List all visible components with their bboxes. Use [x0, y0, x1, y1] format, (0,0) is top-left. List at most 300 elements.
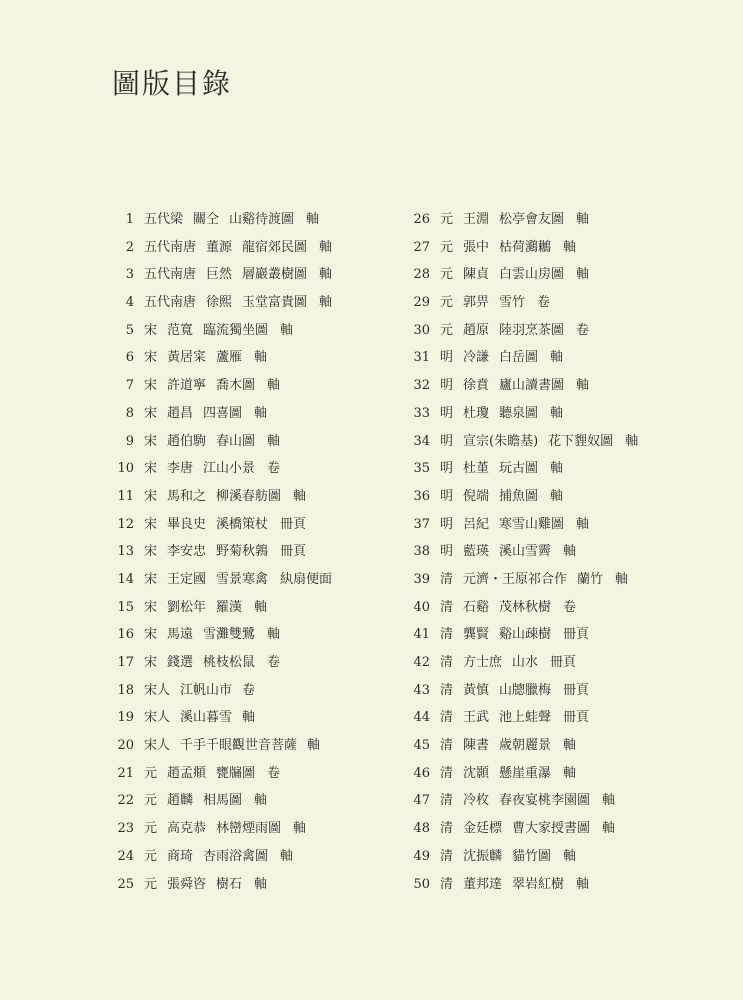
- plate-entry: [404, 428, 638, 456]
- plate-format: 冊頁: [563, 682, 590, 698]
- plate-format: 軸: [280, 322, 294, 338]
- plate-dynasty: 元: [440, 295, 454, 311]
- plate-entry: [108, 261, 332, 289]
- plate-title: 山水: [512, 655, 539, 670]
- plate-number: 8: [125, 405, 134, 421]
- plate-format: 軸: [615, 571, 629, 587]
- plate-number: 50: [413, 876, 430, 892]
- plate-title: 翠岩紅樹: [512, 876, 565, 892]
- plate-format: 卷: [267, 655, 281, 670]
- plate-artist: 徐熙: [206, 295, 233, 311]
- plate-entry: [404, 677, 638, 705]
- plate-title: 懸崖重瀑: [499, 765, 552, 781]
- plate-entry: [108, 677, 332, 705]
- plate-entry: [404, 455, 638, 483]
- plate-artist: 錢選: [167, 655, 194, 670]
- plate-format: 冊頁: [280, 544, 307, 560]
- plate-title: 柳溪春舫圖: [216, 488, 282, 504]
- plate-format: 卷: [576, 322, 590, 338]
- plate-format: 軸: [254, 350, 268, 366]
- plate-artist: 杜堇: [463, 461, 490, 477]
- plate-number: 33: [413, 405, 430, 421]
- plate-entry: [108, 455, 332, 483]
- plate-entry: [404, 787, 638, 815]
- plate-title: 廬山讀書圖: [499, 378, 565, 394]
- plate-entry: [108, 317, 332, 345]
- plate-number: 27: [413, 239, 430, 255]
- plate-dynasty: 宋: [144, 655, 158, 670]
- plate-entry: [108, 566, 332, 594]
- plate-dynasty: 宋: [144, 378, 158, 394]
- plate-entry: [108, 400, 332, 428]
- plate-format: 軸: [550, 488, 564, 504]
- plate-artist: 冷枚: [463, 793, 490, 809]
- plate-dynasty: 宋: [144, 516, 158, 532]
- plate-dynasty: 清: [440, 848, 454, 864]
- plate-dynasty: 宋: [144, 350, 158, 366]
- plate-number: 5: [125, 322, 134, 338]
- plate-dynasty: 清: [440, 571, 454, 587]
- plate-number: 1: [125, 212, 134, 227]
- plate-title: 溪山雪霽: [499, 544, 552, 560]
- plate-number: 16: [117, 627, 134, 643]
- plate-entry: [404, 621, 638, 649]
- plate-format: 軸: [267, 378, 281, 394]
- plate-number: 38: [413, 544, 430, 560]
- plate-dynasty: 宋: [144, 488, 158, 504]
- plate-artist: 商琦: [167, 848, 194, 864]
- plate-dynasty: 宋: [144, 627, 158, 643]
- plate-dynasty: 元: [144, 765, 158, 781]
- plate-dynasty: 清: [440, 599, 454, 615]
- plate-dynasty: 宋: [144, 433, 158, 449]
- plate-artist: 李安忠: [167, 544, 207, 560]
- plate-number: 26: [413, 212, 430, 227]
- plate-format: 軸: [576, 212, 590, 227]
- plate-dynasty: 明: [440, 378, 454, 394]
- plate-dynasty: 宋人: [144, 738, 171, 754]
- plate-entry: [108, 483, 332, 511]
- plate-dynasty: 明: [440, 350, 454, 366]
- plate-artist: 方士庶: [463, 655, 503, 670]
- plate-artist: 倪端: [463, 488, 490, 504]
- plate-dynasty: 明: [440, 405, 454, 421]
- plate-number: 36: [413, 488, 430, 504]
- plate-title: 臨流獨坐圖: [203, 322, 269, 338]
- plate-format: 卷: [537, 295, 551, 311]
- plate-number: 34: [413, 433, 430, 449]
- plate-artist: 黃慎: [463, 682, 490, 698]
- plate-title: 野菊秋鶉: [216, 544, 269, 560]
- plate-artist: 元濟・王原祁合作: [463, 571, 568, 587]
- plate-format: 軸: [267, 627, 281, 643]
- plate-artist: 龔賢: [463, 627, 490, 643]
- plate-number: 40: [413, 599, 430, 615]
- plate-number: 21: [117, 765, 134, 781]
- plate-entry: [108, 428, 332, 456]
- plate-title: 松亭會友圖: [499, 212, 565, 227]
- plate-title: 喬木圖: [216, 378, 256, 394]
- plate-entry: [404, 344, 638, 372]
- plate-dynasty: 宋: [144, 599, 158, 615]
- plate-format: 冊頁: [563, 710, 590, 726]
- plate-dynasty: 元: [144, 876, 158, 892]
- plate-entry: [404, 760, 638, 788]
- plate-artist: 董源: [206, 239, 233, 255]
- plate-format: 軸: [563, 848, 577, 864]
- plate-number: 14: [117, 571, 134, 587]
- plate-number: 35: [413, 461, 430, 477]
- plate-format: 軸: [293, 821, 307, 837]
- plate-number: 44: [413, 710, 430, 726]
- plate-artist: 宣宗(朱瞻基): [463, 433, 539, 449]
- plate-entry: [108, 511, 332, 539]
- plate-dynasty: 明: [440, 544, 454, 560]
- plate-dynasty: 五代南唐: [144, 239, 197, 255]
- plate-format: 軸: [550, 350, 564, 366]
- plate-entry: [108, 538, 332, 566]
- plate-title: 玩古圖: [499, 461, 539, 477]
- plate-artist: 金廷標: [463, 821, 503, 837]
- plate-entry: [404, 400, 638, 428]
- plate-number: 12: [117, 516, 134, 532]
- plate-entry: [108, 704, 332, 732]
- plate-title: 羅漢: [216, 599, 243, 615]
- plate-entry: [404, 289, 638, 317]
- plate-dynasty: 清: [440, 765, 454, 781]
- plate-number: 22: [117, 793, 134, 809]
- plate-artist: 董邦達: [463, 876, 503, 892]
- plate-title: 池上蛙聲: [499, 710, 552, 726]
- plate-title: 枯荷鸂鶒: [499, 239, 552, 255]
- plate-dynasty: 宋: [144, 322, 158, 338]
- plate-title: 林巒煙雨圖: [216, 821, 282, 837]
- plate-format: 軸: [254, 599, 268, 615]
- plate-number: 25: [117, 876, 134, 892]
- plate-entry: [108, 760, 332, 788]
- plate-format: 軸: [319, 295, 333, 311]
- plate-title: 四喜圖: [203, 405, 243, 421]
- plate-entry: [108, 732, 332, 760]
- plate-entry: [108, 649, 332, 677]
- plate-artist: 王武: [463, 710, 490, 726]
- plate-format: 卷: [267, 765, 281, 781]
- plate-number: 47: [413, 793, 430, 809]
- plate-number: 42: [413, 655, 430, 670]
- plate-format: 軸: [254, 876, 268, 892]
- plate-number: 23: [117, 821, 134, 837]
- plate-dynasty: 清: [440, 821, 454, 837]
- plate-dynasty: 元: [144, 793, 158, 809]
- plate-dynasty: 宋人: [144, 682, 171, 698]
- plate-entry: [404, 815, 638, 843]
- plate-number: 20: [117, 738, 134, 754]
- plate-title: 江山小景: [203, 461, 256, 477]
- plate-title: 白岳圖: [499, 350, 539, 366]
- plate-format: 冊頁: [563, 627, 590, 643]
- plate-number: 15: [117, 599, 134, 615]
- plate-number: 19: [117, 710, 134, 726]
- plate-format: 軸: [625, 433, 639, 449]
- plate-format: 冊頁: [550, 655, 577, 670]
- plate-artist: 沈顥: [463, 765, 490, 781]
- plate-title: 山牕臘梅: [499, 682, 552, 698]
- plate-artist: 石谿: [463, 599, 490, 615]
- plate-dynasty: 元: [440, 267, 454, 283]
- plate-artist: 陳書: [463, 738, 490, 754]
- plate-entry: [404, 372, 638, 400]
- plate-number: 43: [413, 682, 430, 698]
- plate-dynasty: 五代南唐: [144, 295, 197, 311]
- plate-number: 48: [413, 821, 430, 837]
- plate-format: 軸: [563, 544, 577, 560]
- plate-entry: [108, 594, 332, 622]
- plate-format: 軸: [293, 488, 307, 504]
- plate-entry: [404, 538, 638, 566]
- plate-title: 春夜宴桃李園圖: [499, 793, 591, 809]
- plate-artist: 杜瓊: [463, 405, 490, 421]
- plate-artist: 范寬: [167, 322, 194, 338]
- plate-format: 卷: [242, 682, 256, 698]
- plate-entry: [404, 234, 638, 262]
- plate-title: 山谿待渡圖: [229, 212, 295, 227]
- plate-artist: 陳貞: [463, 267, 490, 283]
- plate-dynasty: 清: [440, 793, 454, 809]
- plate-title: 曹大家授書圖: [512, 821, 591, 837]
- plate-format: 軸: [563, 738, 577, 754]
- plate-artist: 張中: [463, 239, 490, 255]
- plate-artist: 溪山暮雪: [180, 710, 233, 726]
- plate-title: 杏雨浴禽圖: [203, 848, 269, 864]
- plate-title: 蘭竹: [577, 571, 604, 587]
- plate-title: 谿山疎樹: [499, 627, 552, 643]
- plate-format: 軸: [307, 738, 321, 754]
- plate-list-right: [404, 206, 638, 898]
- plate-format: 卷: [267, 461, 281, 477]
- plate-format: 軸: [563, 765, 577, 781]
- plate-entry: [404, 649, 638, 677]
- plate-artist: 趙伯駒: [167, 433, 207, 449]
- plate-number: 2: [125, 239, 134, 255]
- plate-format: 軸: [267, 433, 281, 449]
- plate-dynasty: 元: [440, 322, 454, 338]
- plate-format: 軸: [602, 793, 616, 809]
- plate-title: 層巖叢樹圖: [242, 267, 308, 283]
- plate-number: 11: [117, 488, 134, 504]
- plate-format: 軸: [550, 461, 564, 477]
- plate-title: 歲朝麗景: [499, 738, 552, 754]
- plate-artist: 巨然: [206, 267, 233, 283]
- plate-number: 37: [413, 516, 430, 532]
- plate-entry: [108, 871, 332, 899]
- plate-format: 軸: [254, 405, 268, 421]
- plate-number: 28: [413, 267, 430, 283]
- plate-format: 軸: [242, 710, 256, 726]
- plate-artist: 高克恭: [167, 821, 207, 837]
- plate-format: 軸: [576, 378, 590, 394]
- plate-number: 13: [117, 544, 134, 560]
- plate-dynasty: 清: [440, 710, 454, 726]
- plate-dynasty: 明: [440, 516, 454, 532]
- plate-title: 桃枝松鼠: [203, 655, 256, 670]
- plate-title: 貓竹圖: [512, 848, 552, 864]
- plate-title: 雪竹: [499, 295, 526, 311]
- plate-entry: [404, 594, 638, 622]
- plate-artist: 呂紀: [463, 516, 490, 532]
- plate-entry: [404, 843, 638, 871]
- plate-dynasty: 清: [440, 655, 454, 670]
- plate-format: 軸: [319, 239, 333, 255]
- plate-list-left: [108, 206, 332, 898]
- plate-format: 軸: [280, 848, 294, 864]
- plate-dynasty: 清: [440, 682, 454, 698]
- plate-title: 玉堂富貴圖: [242, 295, 308, 311]
- plate-entry: [404, 261, 638, 289]
- plate-entry: [404, 317, 638, 345]
- plate-number: 31: [413, 350, 430, 366]
- plate-number: 10: [117, 461, 134, 477]
- plate-title: 溪橋策杖: [216, 516, 269, 532]
- plate-artist: 郭畀: [463, 295, 490, 311]
- plate-title: 花下貍奴圖: [548, 433, 614, 449]
- plate-number: 46: [413, 765, 430, 781]
- plate-number: 18: [117, 682, 134, 698]
- plate-dynasty: 元: [144, 848, 158, 864]
- plate-entry: [108, 787, 332, 815]
- plate-number: 29: [413, 295, 430, 311]
- plate-artist: 江帆山市: [180, 682, 233, 698]
- plate-artist: 千手千眼觀世音菩薩: [180, 738, 298, 754]
- plate-number: 4: [125, 295, 134, 311]
- plate-entry: [404, 871, 638, 899]
- plate-artist: 畢良史: [167, 516, 207, 532]
- plate-entry: [108, 843, 332, 871]
- plate-entry: [108, 289, 332, 317]
- plate-artist: 冷謙: [463, 350, 490, 366]
- plate-format: 軸: [254, 793, 268, 809]
- plate-artist: 關仝: [193, 212, 220, 227]
- plate-artist: 許道寧: [167, 378, 207, 394]
- plate-number: 17: [117, 655, 134, 670]
- plate-title: 茂林秋樹: [499, 599, 552, 615]
- plate-entry: [404, 566, 638, 594]
- plate-artist: 張舜咨: [167, 876, 207, 892]
- plate-entry: [108, 344, 332, 372]
- plate-dynasty: 明: [440, 433, 454, 449]
- plate-dynasty: 清: [440, 876, 454, 892]
- plate-artist: 王淵: [463, 212, 490, 227]
- plate-dynasty: 清: [440, 738, 454, 754]
- plate-format: 軸: [319, 267, 333, 283]
- plate-format: 軸: [576, 516, 590, 532]
- plate-dynasty: 元: [144, 821, 158, 837]
- plate-format: 軸: [576, 267, 590, 283]
- plate-format: 冊頁: [280, 516, 307, 532]
- plate-title: 捕魚圖: [499, 488, 539, 504]
- plate-title: 白雲山房圖: [499, 267, 565, 283]
- plate-entry: [404, 206, 638, 234]
- plate-number: 24: [117, 848, 134, 864]
- plate-title: 樹石: [216, 876, 243, 892]
- plate-artist: 王定國: [167, 571, 207, 587]
- plate-artist: 徐賁: [463, 378, 490, 394]
- plate-entry: [404, 704, 638, 732]
- plate-number: 30: [413, 322, 430, 338]
- plate-entry: [108, 815, 332, 843]
- plate-entry: [108, 372, 332, 400]
- plate-entry: [404, 511, 638, 539]
- plate-title: 寒雪山雞圖: [499, 516, 565, 532]
- plate-number: 7: [125, 378, 134, 394]
- plate-dynasty: 宋人: [144, 710, 171, 726]
- plate-entry: [108, 621, 332, 649]
- plate-number: 49: [413, 848, 430, 864]
- plate-artist: 劉松年: [167, 599, 207, 615]
- plate-title: 聽泉圖: [499, 405, 539, 421]
- plate-entry: [404, 732, 638, 760]
- plate-dynasty: 明: [440, 461, 454, 477]
- plate-title: 雪灘雙鷺: [203, 627, 256, 643]
- plate-number: 32: [413, 378, 430, 394]
- plate-title: 雪景寒禽: [216, 571, 269, 587]
- plate-number: 45: [413, 738, 430, 754]
- plate-entry: [404, 483, 638, 511]
- plate-artist: 趙原: [463, 322, 490, 338]
- plate-dynasty: 五代梁: [144, 212, 184, 227]
- plate-number: 41: [413, 627, 430, 643]
- plate-format: 卷: [563, 599, 577, 615]
- plate-dynasty: 元: [440, 212, 454, 227]
- plate-artist: 趙孟頫: [167, 765, 207, 781]
- plate-artist: 藍瑛: [463, 544, 490, 560]
- plate-artist: 馬和之: [167, 488, 207, 504]
- plate-dynasty: 宋: [144, 544, 158, 560]
- plate-artist: 馬遠: [167, 627, 194, 643]
- plate-title: 龍宿郊民圖: [242, 239, 308, 255]
- plate-title: 甕牖圖: [216, 765, 256, 781]
- plate-artist: 趙麟: [167, 793, 194, 809]
- plate-format: 軸: [550, 405, 564, 421]
- plate-artist: 黃居寀: [167, 350, 207, 366]
- plate-number: 6: [125, 350, 134, 366]
- plate-format: 軸: [576, 876, 590, 892]
- plate-dynasty: 五代南唐: [144, 267, 197, 283]
- plate-dynasty: 宋: [144, 461, 158, 477]
- plate-format: 軸: [563, 239, 577, 255]
- plate-format: 軸: [602, 821, 616, 837]
- plate-number: 39: [413, 571, 430, 587]
- plate-title: 陸羽烹茶圖: [499, 322, 565, 338]
- plate-artist: 趙昌: [167, 405, 194, 421]
- plate-dynasty: 清: [440, 627, 454, 643]
- plate-dynasty: 元: [440, 239, 454, 255]
- plate-artist: 沈振麟: [463, 848, 503, 864]
- plate-title: 蘆雁: [216, 350, 243, 366]
- plate-number: 9: [125, 433, 134, 449]
- plate-dynasty: 宋: [144, 571, 158, 587]
- plate-entry: [108, 206, 332, 234]
- plate-dynasty: 明: [440, 488, 454, 504]
- plate-artist: 李唐: [167, 461, 194, 477]
- plate-title: 相馬圖: [203, 793, 243, 809]
- plate-dynasty: 宋: [144, 405, 158, 421]
- plate-number: 3: [125, 267, 134, 283]
- plate-format: 軸: [306, 212, 320, 227]
- page-title: 圖版目錄: [112, 67, 233, 100]
- plate-title: 春山圖: [216, 433, 256, 449]
- plate-entry: [108, 234, 332, 262]
- plate-format: 紈扇便面: [280, 571, 333, 587]
